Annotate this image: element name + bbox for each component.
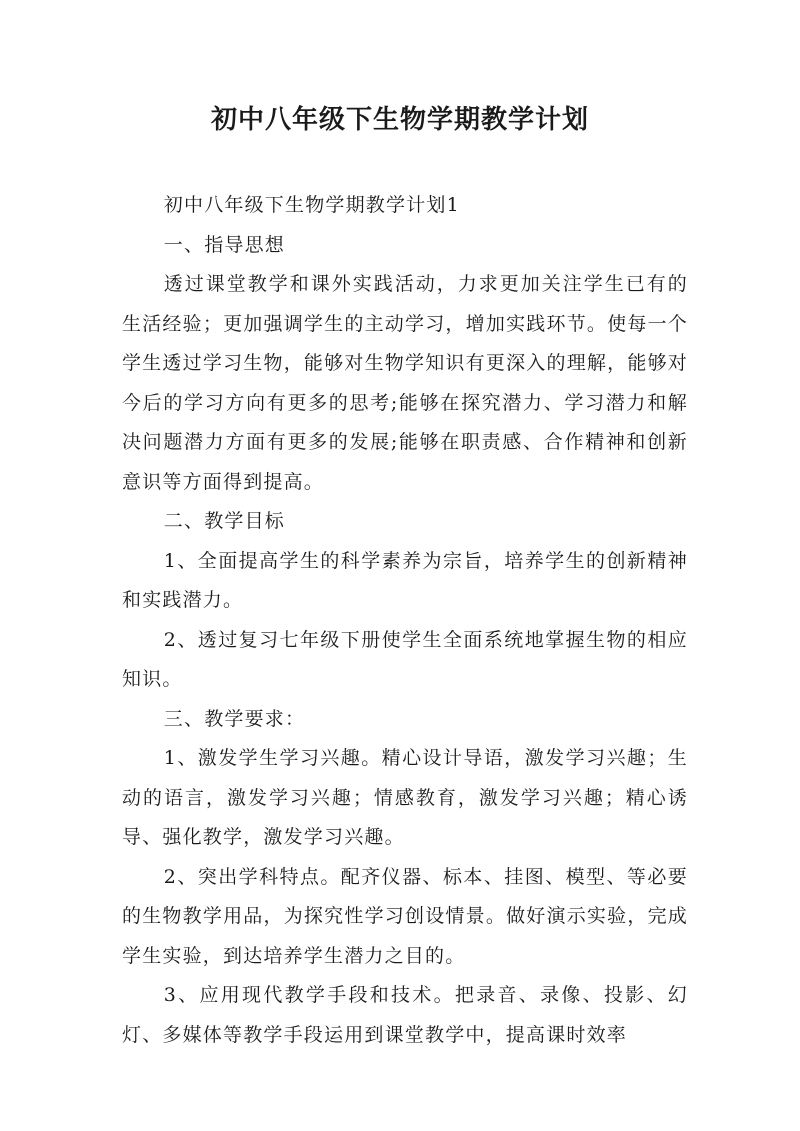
paragraph-requirement-2: 2、突出学科特点。配齐仪器、标本、挂图、模型、等必要的生物教学用品，为探究性学习创设情景。做好演示实验，完成学生实验，到达培养学生潜力之目的。	[122, 865, 688, 967]
paragraph-requirement-3: 3、应用现代教学手段和技术。把录音、录像、投影、幻灯、多媒体等教学手段运用到课堂教学中，提高课时效率	[122, 984, 688, 1046]
paragraph-subtitle: 初中八年级下生物学期教学计划1	[163, 194, 460, 216]
paragraph-guiding-ideology: 透过课堂教学和课外实践活动，力求更加关注学生已有的生活经验；更加强调学生的主动学习，增加实践环节。使每一个学生透过学习生物，能够对生物学知识有更深入的理解，能够对今后的学习方向有更多的思考;能够在探究潜力、学习潜力和解决问题潜力方面有更多的发展;能够在职责感、合作精神和创新意识等方面得到提高。	[122, 273, 688, 493]
document-body	[122, 186, 688, 1055]
section-heading-teaching-goals: 二、教学目标	[163, 510, 285, 532]
section-heading-teaching-requirements: 三、教学要求：	[163, 707, 306, 730]
paragraph-requirement-1: 1、激发学生学习兴趣。精心设计导语，激发学习兴趣；生动的语言，激发学习兴趣；情感教育，激发学习兴趣；精心诱导、强化教学，激发学习兴趣。	[122, 747, 688, 848]
paragraph-goal-1: 1、全面提高学生的科学素养为宗旨，培养学生的创新精神和实践潜力。	[122, 549, 688, 611]
section-heading-guiding-ideology: 一、指导思想	[163, 233, 285, 256]
paragraph-goal-2: 2、透过复习七年级下册使学生全面系统地掌握生物的相应知识。	[122, 628, 688, 690]
document-title: 初中八年级下生物学期教学计划	[210, 105, 589, 135]
